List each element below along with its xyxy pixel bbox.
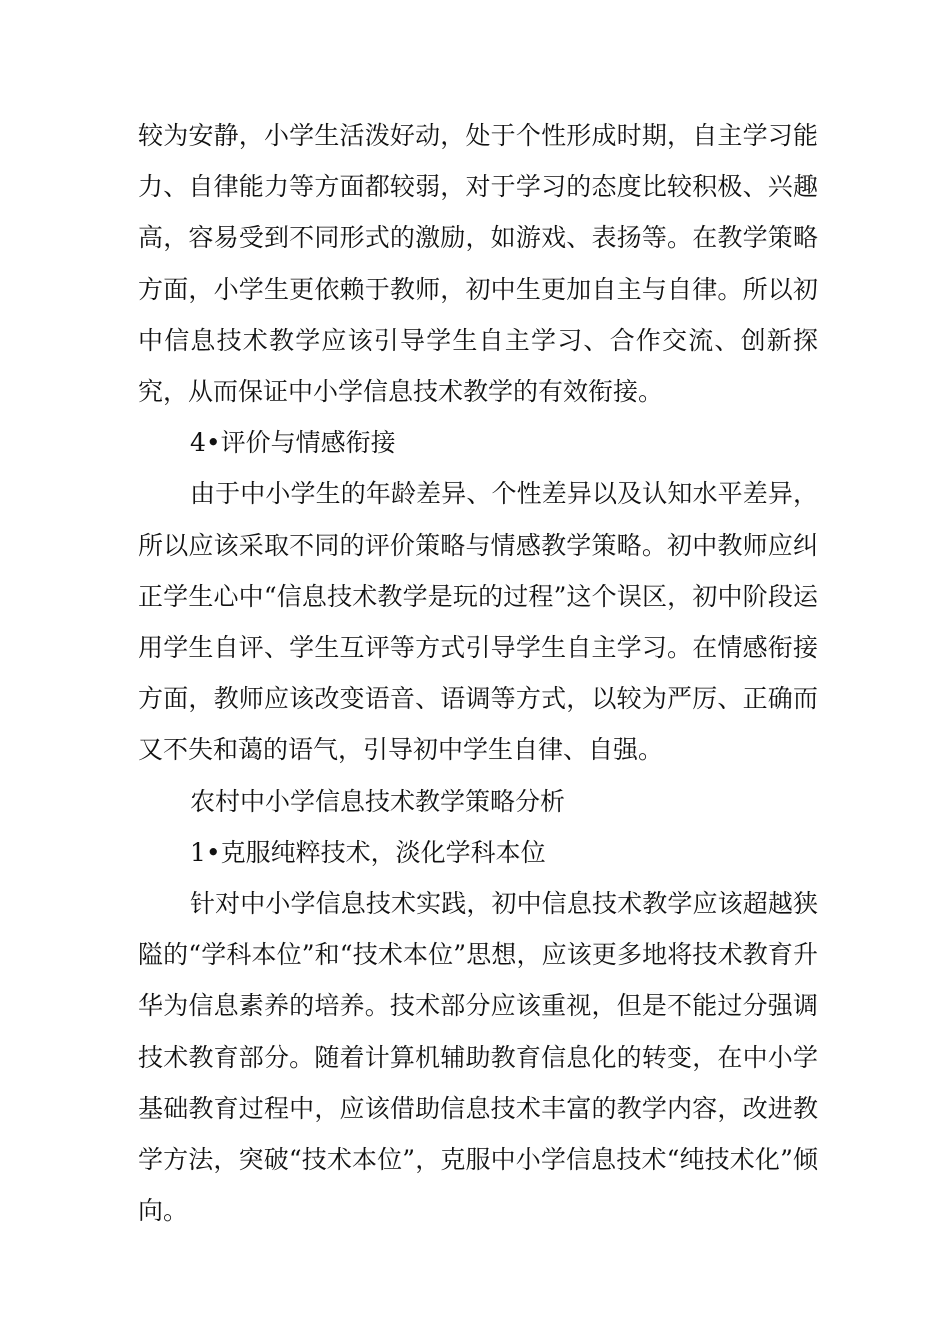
body-paragraph: 由于中小学生的年龄差异、个性差异以及认知水平差异，所以应该采取不同的评价策略与情感教学策略。初中教师应纠正学生心中“信息技术教学是玩的过程”这个误区，初中阶段运用学生自评、学生互评等方式引导学生自主学习。在情感衔接方面，教师应该改变语音、语调等方式，以较为严厉、正确而又不失和蔼的语气，引导初中学生自律、自强。 [138,479,818,765]
section-heading-strategy-analysis: 农村中小学信息技术教学策略分析 [190,786,566,816]
document-body [138,110,818,1236]
body-paragraph: 较为安静，小学生活泼好动，处于个性形成时期，自主学习能力、自律能力等方面都较弱，对于学习的态度比较积极、兴趣高，容易受到不同形式的激励，如游戏、表扬等。在教学策略方面，小学生更依赖于教师，初中生更加自主与自律。所以初中信息技术教学应该引导学生自主学习、合作交流、创新探究，从而保证中小学信息技术教学的有效衔接。 [138,121,818,407]
body-paragraph: 针对中小学信息技术实践，初中信息技术教学应该超越狭隘的“学科本位”和“技术本位”思想，应该更多地将技术教育升华为信息素养的培养。技术部分应该重视，但是不能过分强调技术教育部分。随着计算机辅助教育信息化的转变，在中小学基础教育过程中，应该借助信息技术丰富的教学内容，改进教学方法，突破“技术本位”，克服中小学信息技术“纯技术化”倾向。 [138,889,818,1226]
section-heading-evaluation: 4•评价与情感衔接 [190,428,396,458]
section-heading-overcome-technique: 1•克服纯粹技术，淡化学科本位 [190,837,546,867]
